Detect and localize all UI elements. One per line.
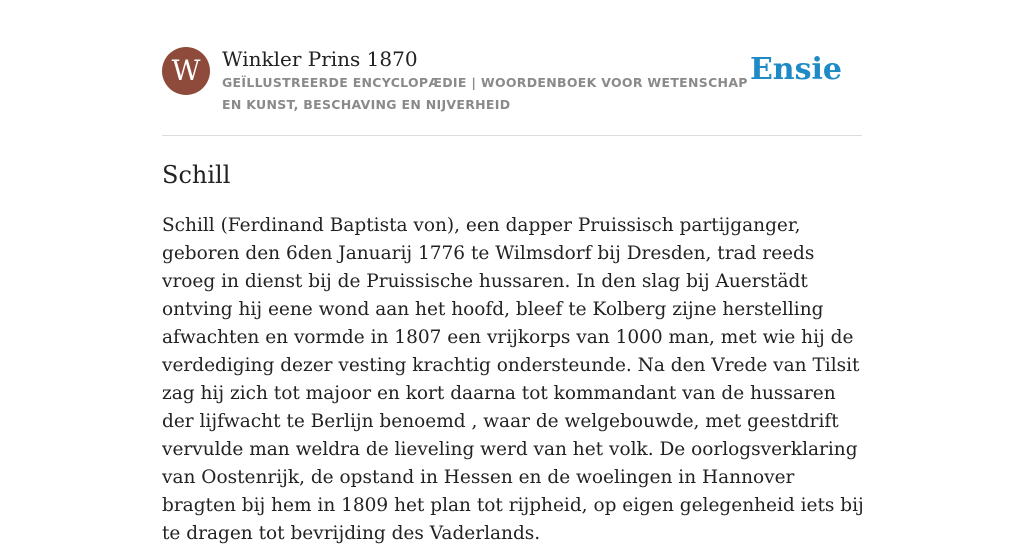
article-title: Schill [162, 161, 231, 189]
article-body: Schill (Ferdinand Baptista von), een dapper Pruissisch partijganger, geboren den 6den Januarij 1776 te Wilmsdorf bij Dresden, trad reeds vroeg in dienst bij de Pruissische hussaren. In den slag bij Auerstädt ontving hij eene wond aan het hoofd, bleef te Kolberg zijne herstelling afwachten en vormde in 1807 een vrijkorps van 1000 man, met wie hij de verdediging dezer vesting krachtig ondersteunde. Na den Vrede van Tilsit zag hij zich tot majoor en kort daarna tot kommandant van de hussaren der lijfwacht te Berlijn benoemd , waar de welgebouwde, met geestdrift vervulde man weldra de lieveling werd van het volk. De oorlogsverklaring van Oostenrijk, de opstand in Hessen en de woelingen in Hannover bragten bij hem in 1809 het plan tot rijpheid, op eigen gelegenheid iets bij te dragen tot bevrijding des Vaderlands. [162, 215, 864, 544]
source-title[interactable]: Winkler Prins 1870 [222, 47, 418, 71]
source-header [162, 46, 862, 116]
header-divider [162, 135, 862, 136]
source-subtitle: GEÏLLUSTREERDE ENCYCLOPÆDIE | WOORDENBOEK VOOR WETENSCHAP EN KUNST, BESCHAVING EN NIJVERHEID [222, 75, 748, 112]
source-avatar[interactable]: W [162, 47, 210, 95]
ensie-logo[interactable]: Ensie [749, 52, 842, 87]
